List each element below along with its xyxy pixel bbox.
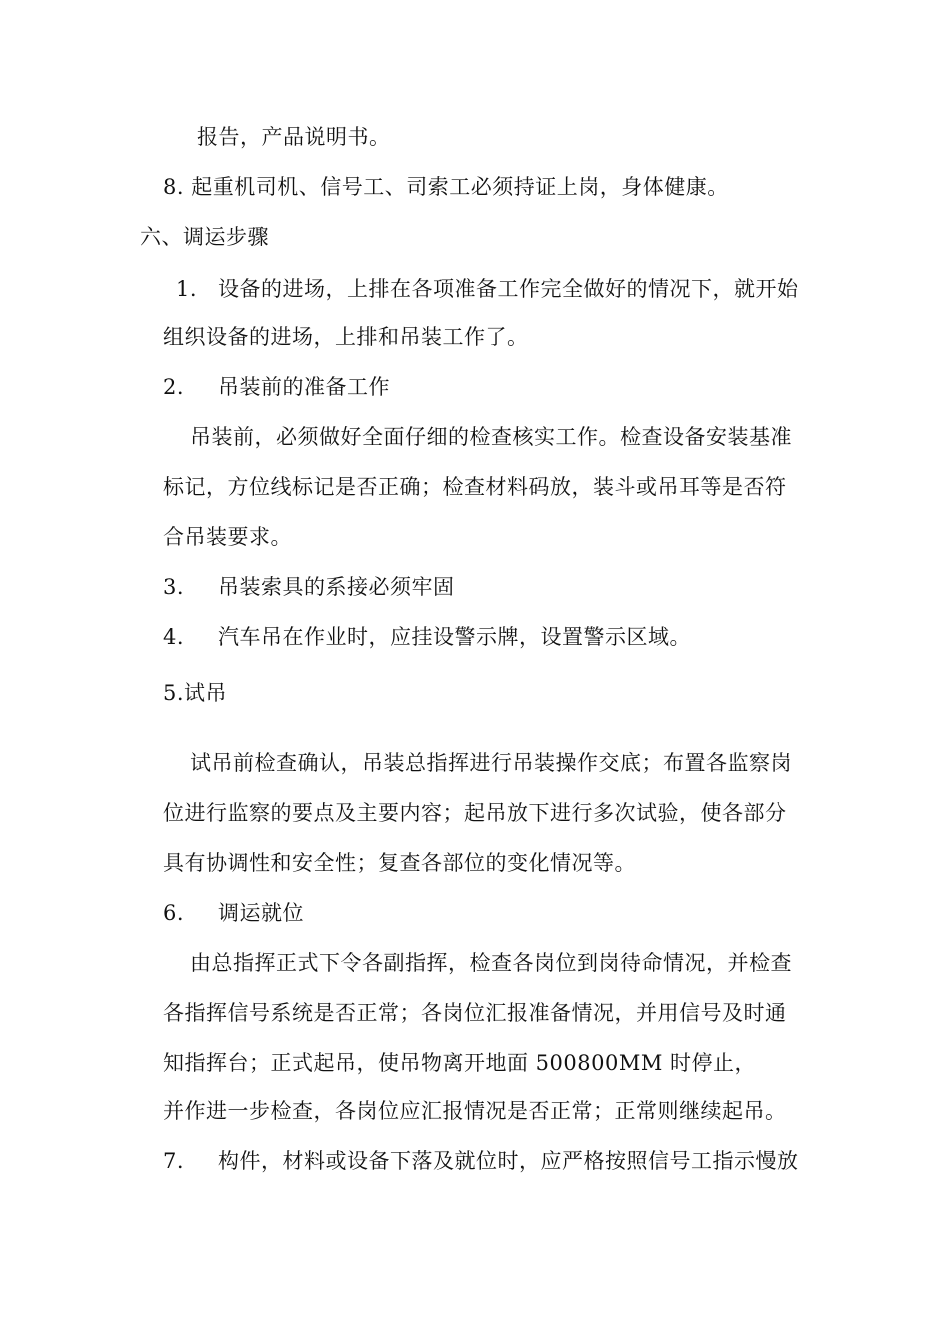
text-line: 合吊装要求。 [163,525,292,549]
item-4-number: 4. [163,625,185,649]
item-3-number: 3. [163,575,185,599]
text-line: 组织设备的进场，上排和吊装工作了。 [163,325,529,349]
item-2-number: 2. [163,375,185,399]
text-line: 位进行监察的要点及主要内容；起吊放下进行多次试验，使各部分 [163,801,787,825]
section-heading-steps: 六、调运步骤 [140,225,269,249]
item-6-number: 6. [163,901,185,925]
text-line: 吊装前，必须做好全面仔细的检查核实工作。检查设备安装基准 [190,425,792,449]
item-6-heading: 调运就位 [218,901,304,925]
item-7-number: 7. [163,1149,185,1173]
item-4-text: 汽车吊在作业时，应挂设警示牌，设置警示区域。 [218,625,691,649]
text-line-item-8: 8. 起重机司机、信号工、司索工必须持证上岗，身体健康。 [163,175,729,199]
item-1-text: 设备的进场，上排在各项准备工作完全做好的情况下，就开始 [218,277,799,301]
text-line-report: 报告，产品说明书。 [197,125,391,149]
text-line: 标记，方位线标记是否正确；检查材料码放，装斗或吊耳等是否符 [163,475,787,499]
text-line: 具有协调性和安全性；复查各部位的变化情况等。 [163,851,636,875]
item-2-heading: 吊装前的准备工作 [218,375,390,399]
text-line: 由总指挥正式下令各副指挥，检查各岗位到岗待命情况，并检查 [190,951,792,975]
text-line: 并作进一步检查，各岗位应汇报情况是否正常；正常则继续起吊。 [163,1099,787,1123]
text-line: 知指挥台；正式起吊，使吊物离开地面 500800MM 时停止， [163,1051,757,1075]
item-5-heading: 5.试吊 [163,681,228,705]
item-7-text: 构件，材料或设备下落及就位时，应严格按照信号工指示慢放 [218,1149,799,1173]
item-3-text: 吊装索具的系接必须牢固 [218,575,455,599]
text-line: 各指挥信号系统是否正常；各岗位汇报准备情况，并用信号及时通 [163,1001,787,1025]
item-1-number: 1. [176,277,198,301]
text-line: 试吊前检查确认，吊装总指挥进行吊装操作交底；布置各监察岗 [190,751,792,775]
